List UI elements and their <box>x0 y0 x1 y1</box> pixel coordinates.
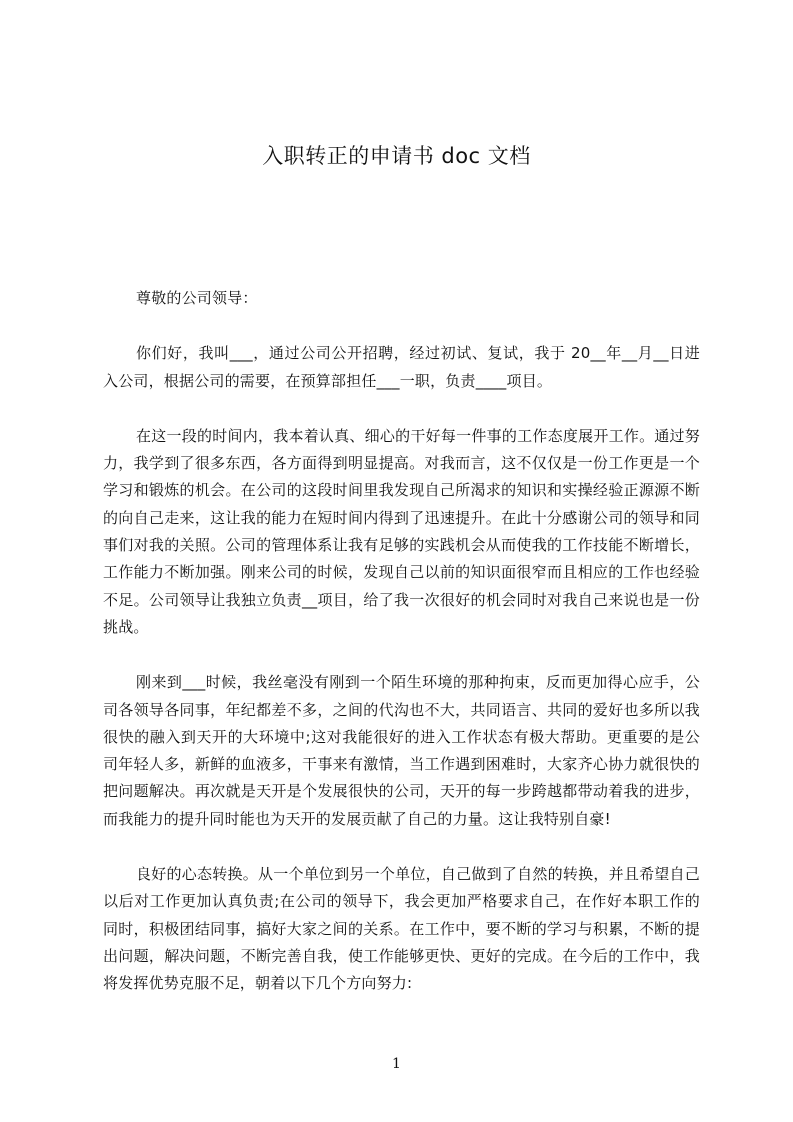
page-number: 1 <box>392 1056 401 1072</box>
paragraph-introduction: 你们好，我叫___，通过公司公开招聘，经过初试、复试，我于 20__年__月__日进入公司，根据公司的需要，在预算部担任___一职，负责____项目。 <box>103 344 700 390</box>
paragraph-mindset-transition: 良好的心态转换。从一个单位到另一个单位，自己做到了自然的转换，并且希望自己以后对工作更加认真负责;在公司的领导下，我会更加严格要求自己，在作好本职工作的同时，积极团结同事，搞好大家之间的关系。在工作中，要不断的学习与积累，不断的提出问题，解决问题，不断完善自我，使工作能够更快、更好的完成。在今后的工作中，我将发挥优势克服不足，朝着以下几个方向努力: <box>103 865 700 993</box>
paragraph-work-attitude: 在这一段的时间内，我本着认真、细心的干好每一件事的工作态度展开工作。通过努力，我学到了很多东西，各方面得到明显提高。对我而言，这不仅仅是一份工作更是一个学习和锻炼的机会。在公司的这段时间里我发现自己所渴求的知识和实操经验正源源不断的向自己走来，这让我的能力在短时间内得到了迅速提升。在此十分感谢公司的领导和同事们对我的关照。公司的管理体系让我有足够的实践机会从而使我的工作技能不断增长，工作能力不断加强。刚来公司的时候，发现自己以前的知识面很窄而且相应的工作也经验不足。公司领导让我独立负责__项目，给了我一次很好的机会同时对我自己来说也是一份挑战。 <box>103 426 700 636</box>
paragraph-team-environment: 刚来到___时候，我丝毫没有刚到一个陌生环境的那种拘束，反而更加得心应手，公司各领导各同事，年纪都差不多，之间的代沟也不大，共同语言、共同的爱好也多所以我很快的融入到天开的大环境中;这对我能很好的进入工作状态有极大帮助。更重要的是公司年轻人多，新鲜的血液多，干事来有激情，当工作遇到困难时，大家齐心协力就很快的把问题解决。再次就是天开是个发展很快的公司，天开的每一步跨越都带动着我的进步，而我能力的提升同时能也为天开的发展贡献了自己的力量。这让我特别自豪! <box>103 673 700 828</box>
greeting-line: 尊敬的公司领导： <box>136 289 258 307</box>
document-body <box>103 285 700 1026</box>
document-title: 入职转正的申请书 doc 文档 <box>262 144 531 168</box>
